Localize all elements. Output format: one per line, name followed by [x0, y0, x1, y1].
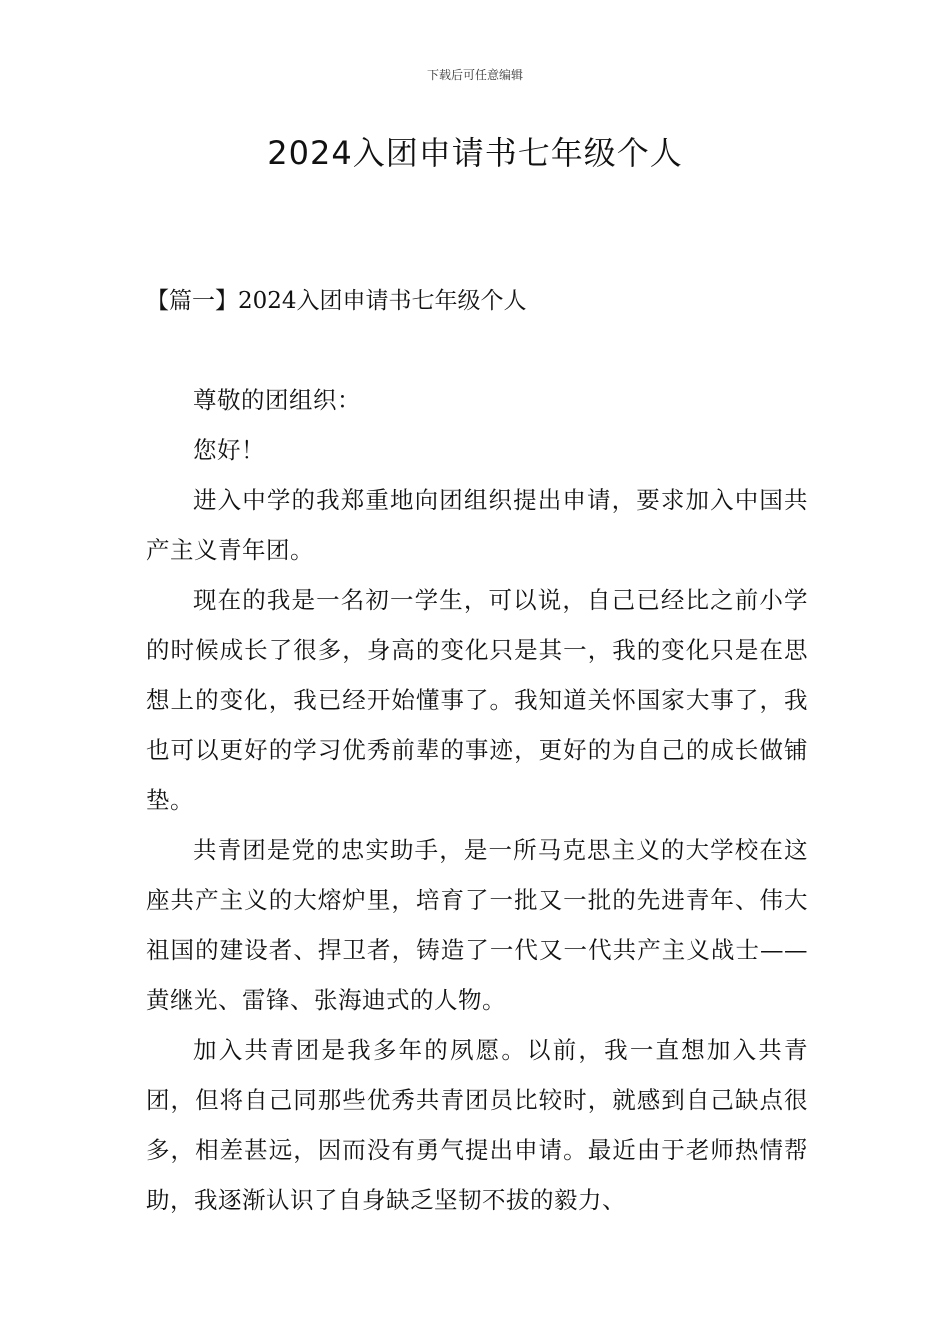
paragraph: 加入共青团是我多年的夙愿。以前，我一直想加入共青团，但将自己同那些优秀共青团员比较时，就感到自己缺点很多，相差甚远，因而没有勇气提出申请。最近由于老师热情帮助，我逐渐认识了自身缺乏坚韧不拔的毅力、	[146, 1036, 808, 1214]
paragraph-salutation: 尊敬的团组织：	[193, 386, 361, 414]
section-heading: 【篇一】2024入团申请书七年级个人	[146, 288, 527, 314]
paragraph: 现在的我是一名初一学生，可以说，自己已经比之前小学的时候成长了很多，身高的变化只是其一，我的变化只是在思想上的变化，我已经开始懂事了。我知道关怀国家大事了，我也可以更好的学习优秀前辈的事迹，更好的为自己的成长做铺垫。	[146, 586, 808, 814]
paragraph: 共青团是党的忠实助手，是一所马克思主义的大学校在这座共产主义的大熔炉里，培育了一批又一批的先进青年、伟大祖国的建设者、捍卫者，铸造了一代又一代共产主义战士——黄继光、雷锋、张海迪式的人物。	[146, 836, 808, 1014]
header-note: 下载后可任意编辑	[426, 68, 523, 82]
document-title: 2024入团申请书七年级个人	[267, 134, 683, 172]
document-body	[146, 375, 808, 1225]
paragraph: 进入中学的我郑重地向团组织提出申请，要求加入中国共产主义青年团。	[146, 486, 808, 564]
paragraph-greeting: 您好！	[193, 436, 265, 464]
